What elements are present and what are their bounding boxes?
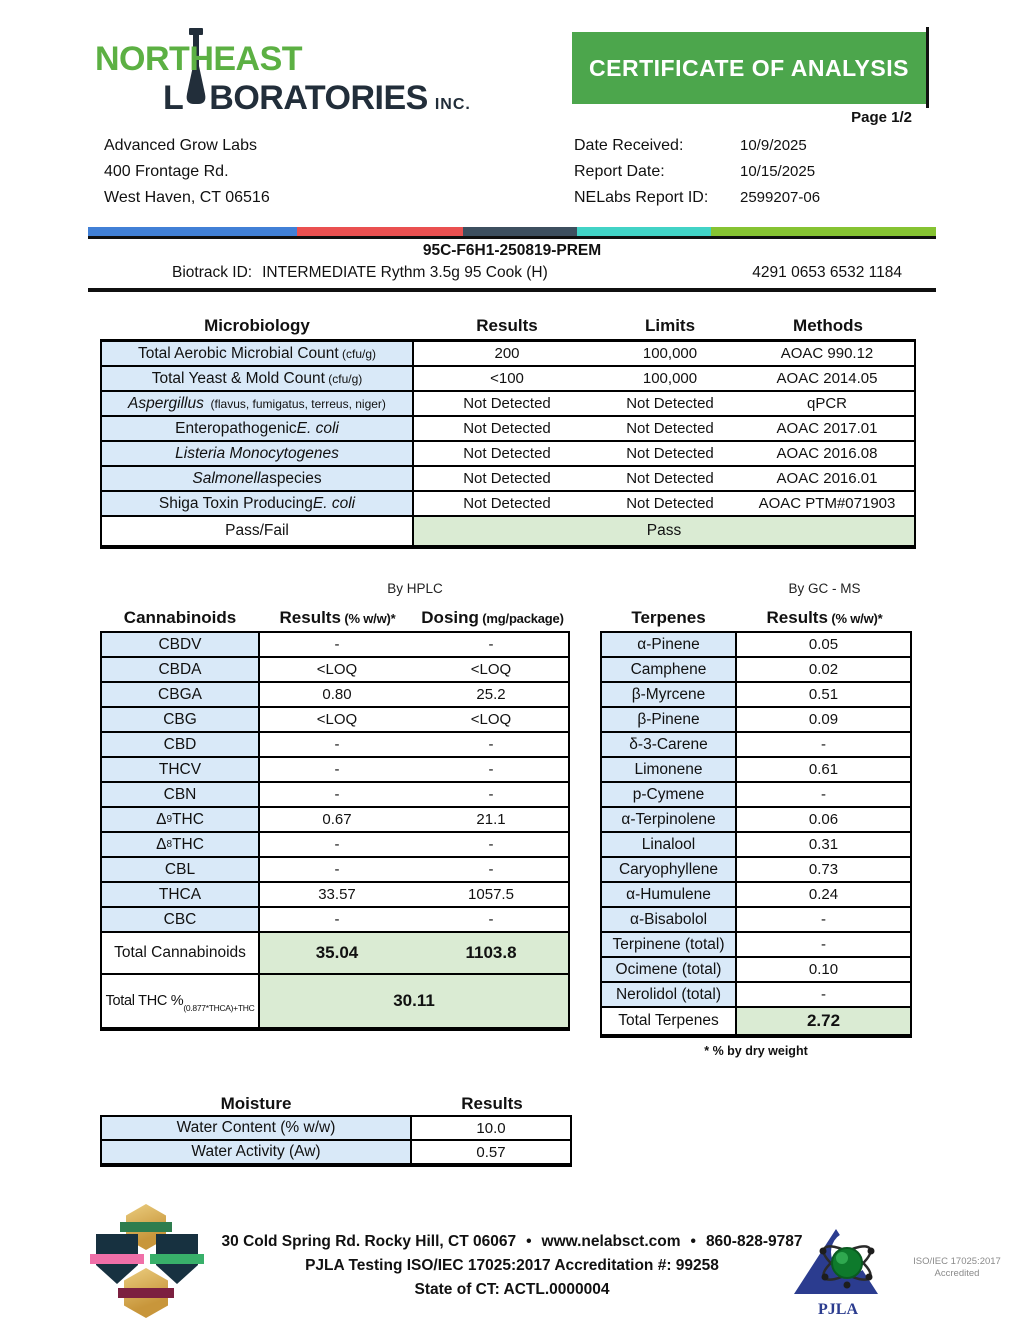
table-row [602, 808, 910, 833]
table-row [602, 708, 910, 733]
meta-label: NELabs Report ID: [574, 189, 709, 206]
passfail-value-cell: Pass [414, 517, 914, 545]
limit-cell: Not Detected [626, 420, 714, 437]
biotrack-spacer [88, 264, 172, 286]
terpene-cell: α-Pinene [602, 633, 737, 656]
result-cell: 33.57 [318, 886, 356, 903]
analyte-name-suffix: species [269, 469, 322, 487]
limit-cell: 100,000 [642, 370, 698, 387]
lab-phone: 860-828-9787 [705, 1233, 803, 1250]
table-row [102, 417, 914, 442]
table-row [102, 1141, 570, 1163]
total-label-cell [102, 933, 260, 973]
header-note: (% w/w)* [340, 611, 396, 626]
terpene-cell: p-Cymene [602, 783, 737, 806]
dosing-cell: - [488, 736, 494, 753]
table-row [602, 833, 910, 858]
table-row [102, 492, 914, 517]
dosing-cell: 1057.5 [468, 886, 514, 903]
dry-weight-footnote: * % by dry weight [704, 1044, 808, 1058]
lab-address: 30 Cold Spring Rd. Rocky Hill, CT 06067 [221, 1233, 517, 1250]
analyte-name-italic: Salmonella [192, 469, 270, 487]
biotrack-row [88, 264, 936, 292]
iso-standard-text: ISO/IEC 17025:2017 [913, 1256, 1001, 1267]
cannabinoid-cell [102, 658, 260, 681]
analyte-name-italic: E. coli [296, 419, 339, 437]
analyte-cell [102, 392, 414, 415]
lab-website: www.nelabsct.com [541, 1233, 681, 1250]
dosing-cell: - [488, 836, 494, 853]
result-cell: - [334, 761, 340, 778]
analyte-name: Shiga Toxin Producing [158, 494, 313, 512]
cannabinoids-table [100, 631, 570, 1031]
method-cell: AOAC 2017.01 [776, 420, 878, 437]
column-header: Terpenes [631, 608, 706, 627]
terpene-cell: δ-3-Carene [602, 733, 737, 756]
table-row [102, 658, 568, 683]
table-row [602, 633, 910, 658]
dosing-cell: <LOQ [470, 661, 512, 678]
banner-divider-line [926, 27, 929, 108]
cannabinoid-cell [102, 758, 260, 781]
table-row [102, 758, 568, 783]
terpene-cell: Nerolidol (total) [602, 983, 737, 1006]
microbiology-header [100, 310, 916, 336]
result-cell: Not Detected [463, 470, 551, 487]
bar-segment-slate [463, 227, 577, 236]
moisture-analyte-cell: Water Content (% w/w) [102, 1117, 412, 1139]
gcms-method-note: By GC - MS [788, 581, 861, 596]
column-header: Microbiology [204, 316, 310, 335]
footer-line1 [212, 1230, 812, 1254]
biotrack-number: 4291 0653 6532 1184 [752, 264, 902, 281]
cannabinoid-name-suffix: THC [172, 835, 204, 853]
analyte-cell [102, 417, 414, 440]
certificate-banner [572, 32, 926, 104]
result-cell: 0.61 [808, 761, 839, 778]
analyte-cell [102, 492, 414, 515]
analyte-name-italic: Aspergillus [128, 394, 204, 412]
moisture-rows [102, 1117, 570, 1163]
column-header: Cannabinoids [123, 608, 237, 627]
terpene-cell: Camphene [602, 658, 737, 681]
table-row [102, 708, 568, 733]
result-cell: <LOQ [316, 711, 358, 728]
result-cell: 0.57 [476, 1143, 506, 1161]
client-address1: 400 Frontage Rd. [104, 163, 229, 180]
total-thc-label-cell [102, 975, 260, 1027]
dosing-cell: 21.1 [476, 811, 506, 828]
total-label: Total Cannabinoids [114, 944, 246, 961]
table-row [102, 908, 568, 933]
dosing-cell: - [488, 861, 494, 878]
passfail-label-cell [102, 517, 414, 545]
terpene-cell: Caryophyllene [602, 858, 737, 881]
biotrack-label: Biotrack ID: [172, 264, 253, 281]
cannabinoid-name: Δ [156, 810, 167, 828]
emerald-badges [96, 1204, 200, 1320]
table-row [602, 783, 910, 808]
analyte-cell [102, 467, 414, 490]
result-cell: <LOQ [316, 661, 358, 678]
meta-label: Report Date: [574, 163, 665, 180]
maroon-ribbon-icon [118, 1288, 174, 1298]
cannabinoid-cell [102, 708, 260, 731]
result-cell: Not Detected [463, 395, 551, 412]
result-cell: 0.06 [808, 811, 839, 828]
cannabinoid-cell [102, 783, 260, 806]
total-cannabinoids-row [102, 933, 568, 975]
terpenes-rows [602, 633, 910, 1008]
cannabinoid-cell [102, 633, 260, 656]
result-cell: Not Detected [463, 445, 551, 462]
client-block [104, 133, 270, 211]
passfail-row [102, 517, 914, 545]
method-cell: qPCR [806, 395, 847, 412]
result-cell: <100 [490, 370, 524, 387]
cannabinoid-name-suffix: THC [172, 810, 204, 828]
green-ribbon-icon [120, 1222, 172, 1232]
result-cell: 0.73 [808, 861, 839, 878]
analyte-name-italic: E. coli [312, 494, 356, 512]
pjla-accreditation-text [902, 1256, 1012, 1280]
moisture-analyte-cell: Water Activity (Aw) [102, 1141, 412, 1163]
cannabinoid-cell [102, 733, 260, 756]
method-cell: AOAC PTM#071903 [758, 495, 896, 512]
analyte-name: Total Yeast & Mold Count [151, 369, 325, 387]
page-number: Page 1/2 [851, 109, 912, 126]
method-cell: AOAC 2016.08 [776, 445, 878, 462]
client-address2: West Haven, CT 06516 [104, 189, 270, 206]
result-cell: 200 [494, 345, 520, 362]
total-thc-label: Total THC % [105, 993, 184, 1009]
pjla-accreditation-mark [790, 1224, 1020, 1320]
result-cell: 0.02 [808, 661, 839, 678]
dosing-cell: <LOQ [470, 711, 512, 728]
table-row [602, 883, 910, 908]
result-cell: 0.10 [808, 961, 839, 978]
client-name: Advanced Grow Labs [104, 137, 257, 154]
total-terpenes-row [602, 1008, 910, 1034]
table-row [602, 983, 910, 1008]
logo-line2-rest: BORATORIES [209, 79, 428, 117]
dosing-cell: - [488, 761, 494, 778]
logo-inc: INC. [434, 96, 471, 113]
meta-value: 10/15/2025 [740, 163, 816, 180]
report-meta [574, 133, 820, 211]
cannabinoid-name: CBC [163, 910, 197, 928]
result-cell: - [821, 786, 826, 803]
table-row [102, 858, 568, 883]
header-note: (% w/w)* [827, 611, 883, 626]
table-row [602, 858, 910, 883]
meta-value: 10/9/2025 [740, 137, 807, 154]
result-cell: - [334, 736, 340, 753]
table-row [602, 933, 910, 958]
header-note: (mg/package) [478, 611, 564, 626]
hplc-method-note: By HPLC [387, 581, 443, 596]
pjla-text: PJLA [818, 1301, 858, 1318]
footer-line2: PJLA Testing ISO/IEC 17025:2017 Accreditation #: 99258 [305, 1257, 719, 1274]
column-header: Limits [644, 316, 696, 335]
terpene-cell: α-Terpinolene [602, 808, 737, 831]
terpene-cell: α-Bisabolol [602, 908, 737, 931]
cannabinoid-cell [102, 908, 260, 931]
color-divider-bar [88, 227, 936, 239]
table-row [102, 467, 914, 492]
result-cell: - [334, 836, 340, 853]
result-cell: 10.0 [476, 1119, 506, 1137]
sample-id-title: 95C-F6H1-250819-PREM [422, 242, 602, 259]
total-thc-row [102, 975, 568, 1027]
terpene-cell: α-Humulene [602, 883, 737, 906]
dosing-cell: - [488, 636, 494, 653]
banner-title: CERTIFICATE OF ANALYSIS [589, 54, 909, 81]
cannabinoid-name: CBDA [158, 660, 202, 678]
terpene-cell: Terpinene (total) [602, 933, 737, 956]
result-cell: 0.80 [322, 686, 352, 703]
total-result-cell: 35.04 [260, 933, 414, 973]
bullet-separator: • [690, 1233, 696, 1250]
result-cell: - [821, 986, 826, 1003]
analyte-name: Total Aerobic Microbial Count [137, 344, 339, 362]
cannabinoid-name: CBN [163, 785, 197, 803]
table-row [602, 908, 910, 933]
header-main: Results [766, 608, 828, 627]
method-cell: AOAC 2014.05 [776, 370, 878, 387]
cannabinoids-rows [102, 633, 568, 933]
pink-ribbon-icon [90, 1254, 144, 1264]
header-main: Results [279, 608, 341, 627]
method-cell: AOAC 990.12 [780, 345, 874, 362]
cannabinoid-cell [102, 858, 260, 881]
column-header: Methods [793, 316, 863, 335]
limit-cell: Not Detected [626, 470, 714, 487]
table-row [602, 758, 910, 783]
result-cell: - [334, 911, 340, 928]
cannabinoid-name: CBL [164, 860, 196, 878]
column-header: Moisture [220, 1094, 292, 1113]
terpenes-table [600, 631, 912, 1038]
table-row [102, 367, 914, 392]
result-cell: 0.31 [808, 836, 839, 853]
table-row [602, 958, 910, 983]
bullet-separator: • [526, 1233, 532, 1250]
footer-text-block [212, 1230, 812, 1302]
column-header [737, 608, 912, 628]
total-dosing-cell: 1103.8 [414, 933, 568, 973]
moisture-header [100, 1088, 572, 1114]
result-cell: Not Detected [463, 420, 551, 437]
result-cell: - [334, 861, 340, 878]
table-row [102, 783, 568, 808]
microbiology-rows [102, 342, 914, 517]
limit-cell: 100,000 [642, 345, 698, 362]
bar-segment-red [297, 227, 462, 236]
total-terpenes-label-cell [602, 1008, 737, 1034]
analyte-cell [102, 367, 414, 390]
limit-cell: Not Detected [626, 495, 714, 512]
northeast-laboratories-logo [95, 28, 525, 128]
total-thc-value-cell: 30.11 [260, 975, 568, 1027]
meta-value: 2599207-06 [740, 189, 821, 206]
cannabinoid-name: CBGA [158, 685, 202, 703]
table-row [602, 683, 910, 708]
terpenes-header [600, 600, 912, 628]
column-header: Results [476, 316, 538, 335]
header-main: Dosing [421, 608, 479, 627]
emerald-badge-bottom-icon [124, 1268, 168, 1318]
dosing-cell: 25.2 [476, 686, 506, 703]
cannabinoid-name: CBG [163, 710, 197, 728]
cannabinoid-cell: Δ 8 THC [102, 833, 260, 856]
pjla-logo-icon [790, 1224, 900, 1320]
analyte-cell [102, 342, 414, 365]
logo-line1: NORTHEAST [95, 40, 303, 78]
analyte-name: Enteropathogenic [175, 419, 297, 437]
analyte-note: (cfu/g) [338, 346, 377, 361]
passfail-label: Pass/Fail [225, 522, 289, 539]
table-row [102, 833, 568, 858]
bar-segment-green [711, 227, 936, 236]
cannabinoid-name: Δ [156, 835, 167, 853]
analyte-cell [102, 442, 414, 465]
terpene-cell: Linalool [602, 833, 737, 856]
table-row [602, 658, 910, 683]
result-cell: - [821, 911, 826, 928]
bar-segment-blue [88, 227, 297, 236]
result-cell: Not Detected [463, 495, 551, 512]
column-header [415, 608, 570, 628]
result-cell: 0.51 [808, 686, 839, 703]
terpene-cell: β-Pinene [602, 708, 737, 731]
logo-line2-first: L [163, 79, 184, 117]
result-cell: - [334, 786, 340, 803]
total-terpenes-label: Total Terpenes [618, 1012, 719, 1029]
terpene-cell: Limonene [602, 758, 737, 781]
table-row [102, 683, 568, 708]
footer-line3: State of CT: ACTL.0000004 [414, 1281, 610, 1298]
dosing-cell: - [488, 911, 494, 928]
result-cell: 0.05 [808, 636, 839, 653]
limit-cell: Not Detected [626, 445, 714, 462]
table-row [102, 808, 568, 833]
bar-segment-teal [577, 227, 711, 236]
cannabinoid-name: CBDV [158, 635, 202, 653]
cannabinoids-header [100, 600, 570, 628]
table-row [102, 442, 914, 467]
microbiology-table [100, 339, 916, 549]
method-cell: AOAC 2016.01 [776, 470, 878, 487]
result-cell: - [334, 636, 340, 653]
cannabinoid-name: THCV [158, 760, 202, 778]
table-row [102, 1117, 570, 1141]
cannabinoid-cell: Δ 9 THC [102, 808, 260, 831]
moisture-table [100, 1115, 572, 1167]
cannabinoid-name: THCA [158, 885, 202, 903]
total-thc-formula: (0.877*THCA)+THC [183, 1003, 255, 1013]
table-row [102, 883, 568, 908]
table-row [102, 633, 568, 658]
cannabinoid-cell [102, 883, 260, 906]
column-header [260, 608, 415, 628]
limit-cell: Not Detected [626, 395, 714, 412]
analyte-name-italic: Listeria Monocytogenes [175, 444, 339, 462]
terpene-cell: β-Myrcene [602, 683, 737, 706]
result-cell: 0.24 [808, 886, 839, 903]
total-terpenes-value-cell: 2.72 [737, 1008, 910, 1034]
biotrack-value: INTERMEDIATE Rythm 3.5g 95 Cook (H) [262, 264, 548, 281]
table-row [102, 342, 914, 367]
table-row [102, 733, 568, 758]
cannabinoid-name: CBD [163, 735, 197, 753]
column-header: Results [461, 1094, 523, 1113]
accredited-text: Accredited [934, 1268, 980, 1279]
result-cell: - [821, 936, 826, 953]
analyte-note: (flavus, fumigatus, terreus, niger) [203, 396, 386, 411]
table-row [602, 733, 910, 758]
result-cell: - [821, 736, 826, 753]
cannabinoid-cell [102, 683, 260, 706]
result-cell: 0.09 [808, 711, 839, 728]
green-ribbon-icon [150, 1254, 204, 1264]
terpene-cell: Ocimene (total) [602, 958, 737, 981]
analyte-note: (cfu/g) [324, 371, 363, 386]
table-row [102, 392, 914, 417]
dosing-cell: - [488, 786, 494, 803]
logo-line2 [163, 78, 525, 125]
result-cell: 0.67 [322, 811, 352, 828]
meta-label: Date Received: [574, 137, 684, 154]
